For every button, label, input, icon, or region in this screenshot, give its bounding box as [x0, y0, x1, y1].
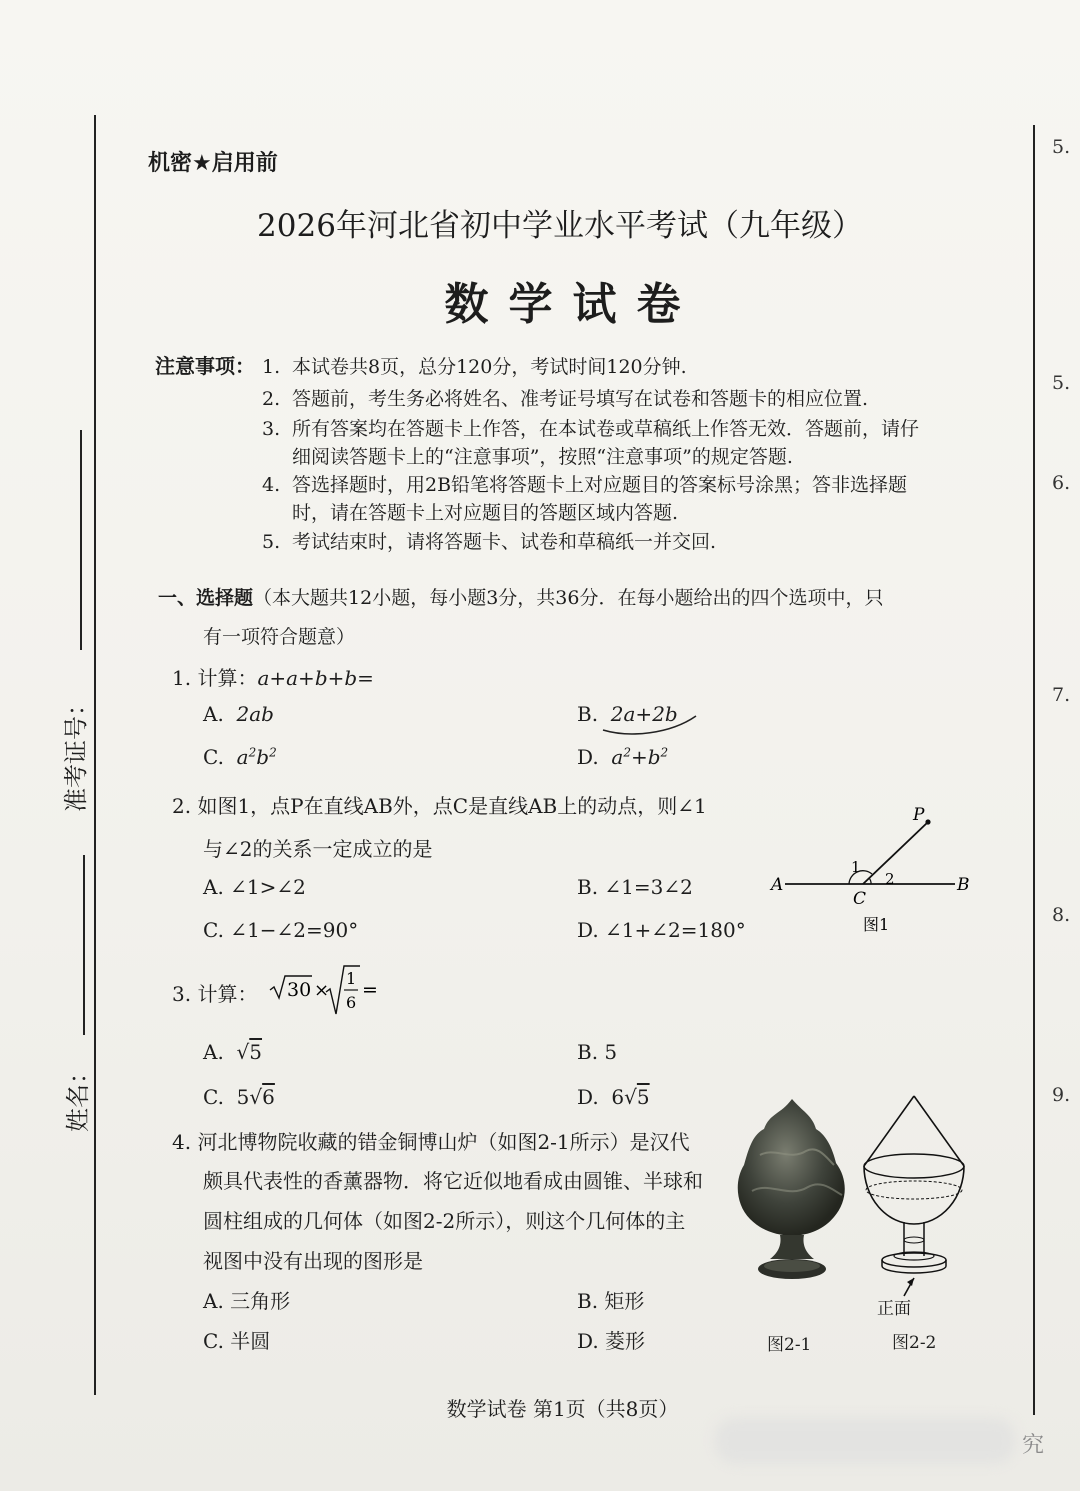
option-radicand: 6: [262, 1085, 275, 1109]
option-radicand: 5: [636, 1085, 650, 1109]
option-coef: 6: [611, 1085, 625, 1109]
option-letter: B.: [577, 702, 599, 726]
note-text: 所有答案均在答题卡上作答，在本试卷或草稿纸上作答无效．答题前，请仔: [292, 418, 920, 440]
q2-option-a: A. ∠1>∠2: [203, 875, 306, 899]
next-page-number: 5.: [1052, 136, 1071, 158]
note-3: [262, 414, 919, 441]
next-page-number: 6.: [1052, 472, 1071, 494]
question-stem: 如图1，点P在直线AB外，点C是直线AB上的动点，则∠1: [197, 794, 707, 818]
question-4-line-2: 颇具代表性的香薰器物．将它近似地看成由圆锥、半球和: [203, 1169, 703, 1193]
option-letter: A.: [203, 1040, 224, 1064]
note-number: 4.: [262, 474, 281, 496]
figure-2-2-caption: 图2-2: [892, 1333, 937, 1353]
section-1-desc-cont: 有一项符合题意）: [203, 626, 356, 648]
point-b-label: B: [957, 875, 970, 895]
point-a-label: A: [771, 875, 784, 895]
point-c-label: C: [853, 889, 867, 909]
blurred-watermark-area: [715, 1418, 1015, 1464]
section-title: 一、选择题: [158, 587, 254, 609]
note-2: [262, 384, 868, 411]
q3-option-c: C. 5√6: [203, 1085, 275, 1109]
option-letter: A.: [203, 702, 224, 726]
q3-option-a: A. √5: [203, 1040, 263, 1064]
q4-option-c: C. 半圆: [203, 1329, 271, 1353]
question-2: [172, 790, 707, 819]
q3-option-d: D. 6√5: [577, 1085, 650, 1109]
confidential-mark: 机密★启用前: [148, 151, 278, 176]
section-1-heading: [158, 583, 883, 610]
exam-id-blank: [70, 650, 88, 652]
note-text: 本试卷共8页，总分120分，考试时间120分钟.: [292, 356, 687, 378]
question-number: 1.: [172, 666, 192, 690]
page-footer: 数学试卷 第1页（共8页）: [446, 1397, 679, 1421]
svg-text:×: ×: [314, 980, 330, 1001]
seal-line-2: [83, 855, 85, 1035]
q3-option-b: B. 5: [577, 1040, 618, 1064]
exam-subject: 数学试卷: [444, 279, 701, 330]
note-text: 答题前，考生务必将姓名、准考证号填写在试卷和答题卡的相应位置.: [292, 388, 869, 410]
option-value: 2a+2b: [610, 702, 678, 726]
fraction-denominator: 6: [346, 993, 357, 1012]
next-page-number: 9.: [1052, 1084, 1071, 1106]
note-number: 3.: [262, 418, 281, 440]
q3-expression: [268, 962, 378, 1022]
question-4-line-3: 圆柱组成的几何体（如图2-2所示），则这个几何体的主: [203, 1209, 686, 1233]
q1-option-c: C. $a^2b^2$: [203, 745, 277, 769]
note-number: 5.: [262, 531, 281, 553]
q4-option-a: A. 三角形: [203, 1289, 291, 1313]
figure-2-1-caption: 图2-1: [767, 1335, 812, 1355]
figure-2-1-incense-burner: [730, 1095, 855, 1285]
front-view-label: 正面: [877, 1299, 911, 1319]
option-letter: D.: [577, 745, 599, 769]
q1-option-a: [203, 702, 274, 726]
section-desc: （本大题共12小题，每小题3分，共36分．在每小题给出的四个选项中，只: [253, 587, 884, 609]
option-value: 5: [249, 1040, 263, 1064]
option-value: 2ab: [236, 702, 274, 726]
option-coef: 5: [236, 1085, 250, 1109]
notes-label: 注意事项：: [155, 354, 255, 378]
question-number: 3.: [172, 982, 192, 1006]
q4-option-d: D. 菱形: [577, 1329, 646, 1353]
angle-1-label: 1: [851, 858, 861, 876]
note-5: [262, 527, 716, 554]
note-text: 答选择题时，用2B铅笔将答题卡上对应题目的答案标号涂黑；答非选择题: [292, 474, 908, 496]
handwritten-underline: [600, 712, 700, 736]
name-label: 姓名：: [64, 1060, 92, 1132]
question-expression: a+a+b+b=: [257, 666, 374, 690]
question-stem: 河北博物院收藏的错金铜博山炉（如图2-1所示）是汉代: [197, 1130, 690, 1154]
note-text: 考试结束时，请将答题卡、试卷和草稿纸一并交回.: [292, 531, 717, 553]
note-number: 2.: [262, 388, 281, 410]
question-number: 2.: [172, 794, 192, 818]
figure-2-2-geometric-solid: [852, 1090, 982, 1320]
q2-option-d: D. ∠1+∠2=180°: [577, 918, 746, 942]
note-3-cont: 细阅读答题卡上的“注意事项”，按照“注意事项”的规定答题.: [292, 446, 793, 468]
question-2-cont: 与∠2的关系一定成立的是: [203, 837, 433, 861]
note-1: [262, 352, 687, 379]
figure-1-diagram: [765, 800, 985, 940]
figure-1-caption: 图1: [863, 915, 890, 934]
exam-id-label: 准考证号：: [62, 692, 90, 812]
next-page-number: 5.: [1052, 372, 1071, 394]
note-4: [262, 470, 907, 497]
note-number: 1.: [262, 356, 281, 378]
question-1: [172, 662, 374, 691]
next-page-number: 8.: [1052, 904, 1071, 926]
exam-title: 2026年河北省初中学业水平考试（九年级）: [257, 208, 863, 244]
radicand-30: 30: [287, 979, 312, 1001]
q2-option-c: C. ∠1−∠2=90°: [203, 918, 359, 942]
question-number: 4.: [172, 1130, 192, 1154]
seal-line-1: [80, 430, 82, 650]
option-letter: C.: [203, 1085, 224, 1109]
question-stem: 计算：: [197, 982, 258, 1006]
angle-2-label: 2: [885, 870, 895, 888]
equals-sign: =: [362, 979, 378, 1001]
q1-option-d: D. $a^2+b^2$: [577, 745, 669, 769]
q2-option-b: B. ∠1=3∠2: [577, 875, 693, 899]
next-page-number: 7.: [1052, 684, 1071, 706]
fraction-numerator: 1: [346, 969, 357, 988]
option-letter: D.: [577, 1085, 599, 1109]
question-4: [172, 1126, 690, 1155]
question-stem: 计算：: [197, 666, 258, 690]
q4-option-b: B. 矩形: [577, 1289, 645, 1313]
question-3: [172, 978, 257, 1007]
point-p-label: P: [913, 805, 925, 825]
option-letter: C.: [203, 745, 224, 769]
note-4-cont: 时，请在答题卡上对应题目的答题区域内答题.: [292, 502, 679, 524]
question-4-line-4: 视图中没有出现的图形是: [203, 1249, 423, 1273]
watermark-char: 究: [1022, 1433, 1045, 1458]
